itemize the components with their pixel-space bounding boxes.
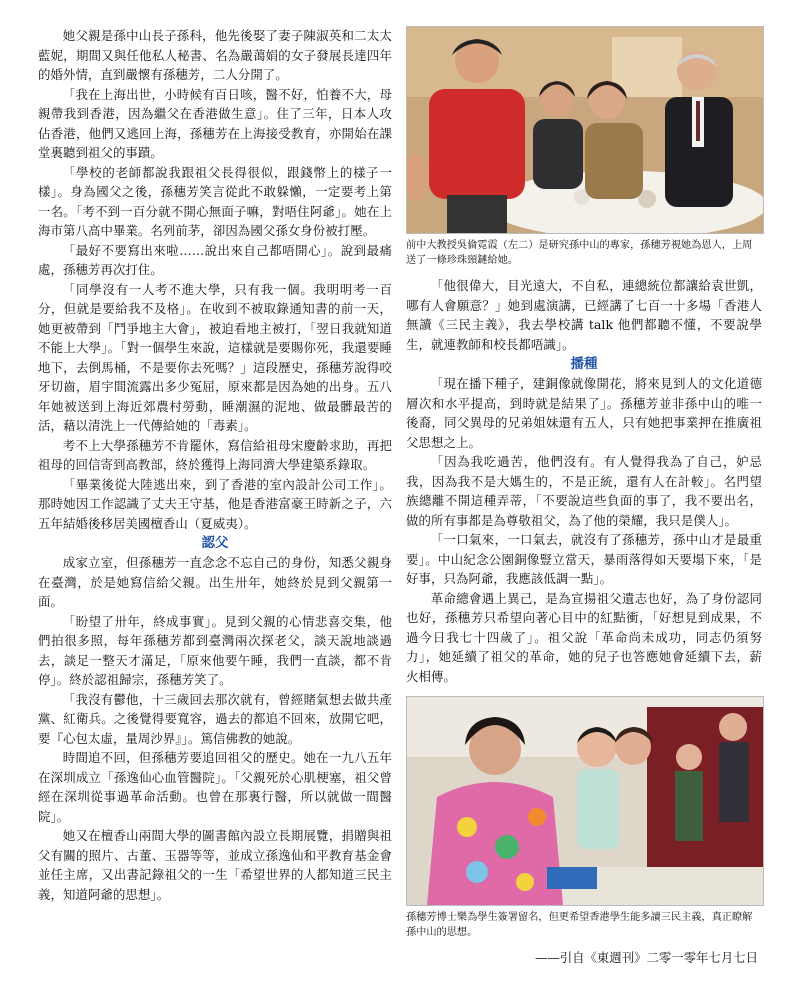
paragraph: 「最好不要寫出來啦……說出來自己都唔開心」。說到最痛處，孫穗芳再次打住。 (38, 242, 392, 277)
signing-photo-illustration (407, 697, 763, 905)
paragraph: 「盼望了卅年，終成事實」。見到父親的心情悲喜交集，他們拍很多照，每年孫穗芳都到臺灣兩次探老父，談天說地談過去，談足一整天才滿足，「原來他要午睡，我們一直談，都不肯停」。終於認祖歸宗，孫穗芳笑了。 (38, 613, 392, 687)
right-column (406, 26, 762, 966)
section-heading-recognize-father: 認父 (201, 535, 229, 551)
source-credit: ——引自《東週刊》二零一零年七月七日 (534, 950, 758, 965)
photo-caption: 前中大教授吳倫霓霞（左二）是研究孫中山的專家，孫穗芳視她為恩人，上周送了一條珍珠頸鏈給她。 (406, 240, 753, 266)
photo-banquet (406, 26, 764, 234)
paragraph: 她又在檀香山兩間大學的圖書館內設立長期展覽，捐贈與祖父有關的照片、古董、玉器等等，並成立孫逸仙和平教育基金會並任主席，又出書記錄祖父的一生「希望世界的人都知道三民主義，知道阿爺的思想」。 (38, 828, 392, 902)
photo-signing (406, 696, 764, 906)
photo-caption: 孫穗芳博士樂為學生簽署留名，但更希望香港學生能多讀三民主義，真正瞭解孫中山的思想。 (406, 912, 753, 938)
left-column (38, 26, 392, 904)
section-heading-sowing: 播種 (570, 356, 598, 372)
paragraph: 革命總會遇上異己，是為宣揚祖父遺志也好，為了身份認同也好，孫穗芳只希望向著心目中的紅點衝，「好想見到成果，不過今日我七十四歲了」。祖父說「革命尚未成功，同志仍須努力」，她延續了祖父的革命，她的兒子也答應她會延續下去，薪火相傳。 (406, 590, 762, 684)
paragraph: 「現在播下種子，建銅像就像開花，將來見到人的文化道德層次和水平提高，到時就是結果了」。孫穗芳並非孫中山的唯一後裔，同父異母的兄弟姐妹還有五人，只有她把事業押在推廣祖父思想之上。 (406, 376, 762, 450)
paragraph: 「一口氣來，一口氣去，就沒有了孫穗芳，孫中山才是最重要」。中山紀念公園銅像豎立當天，暴雨落得如天要塌下來，「是好事，只為阿爺，我應該低調一點」。 (406, 532, 762, 586)
paragraph: 「他很偉大，目光遠大，不自私，連總統位都讓給袁世凱，哪有人會願意？」她到處演講，已經講了七百一十多場「香港人無讀《三民主義》，我去學校講 talk 他們都聽不懂，不要說學生，就連教師和校長都唔識」。 (406, 278, 762, 352)
paragraph: 成家立室，但孫穗芳一直念念不忘自己的身份，知悉父親身在臺灣，於是她寫信給父親。出生卅年，她終於見到父親第一面。 (38, 555, 392, 609)
paragraph: 「畢業後從大陸逃出來，到了香港的室內設計公司工作」。那時她因工作認識了丈夫王守基，他是香港富豪王時新之子，六五年結婚後移居美國檀香山（夏威夷）。 (38, 476, 392, 531)
paragraph: 時間追不回，但孫穗芳要追回祖父的歷史。她在一九八五年在深圳成立「孫逸仙心血管醫院」。「父親死於心肌梗塞，祖父曾經在深圳從事過革命活動。也曾在那裏行醫，所以就做一間醫院」。 (38, 750, 392, 824)
paragraph: 「同學沒有一人考不進大學，只有我一個。我明明考一百分，但就是要給我不及格」。在收到不被取錄通知書的前一天，她更被帶到「鬥爭地主大會」，被迫看地主被打，「翌日我就知道不能上大學」。「對一個學生來說，這樣就是要賜你死，我還要睡地下，去倒馬桶，不是要你去死嗎？」這段歷史，孫穗芳說得咬牙切齒，眉宇間流露出多少冤屈，原來都是因為她的出身。五八年她被送到上海近郊農村勞動，睡潮濕的泥地、做最髒最苦的活，藉以清洗上一代傳給她的「毒素」。 (38, 281, 392, 433)
paragraph: 考不上大學孫穗芳不肯罷休，寫信給祖母宋慶齡求助，再把祖母的回信寄到高教部，終於獲得上海同濟大學建築系錄取。 (38, 437, 392, 472)
paragraph: 「我沒有鬱他，十三歲回去那次就有，曾經賭氣想去做共產黨、紅衛兵。之後覺得要寬容，過去的都追不回來，放開它吧，要『心包太虛，量周沙界』」。篤信佛教的她說。 (38, 691, 392, 746)
paragraph: 「學校的老師都說我跟祖父長得很似，跟錢幣上的樣子一樣」。身為國父之後，孫穗芳笑言從此不敢躲懶，一定要考上第一名。「考不到一百分就不開心無面子嘛，對唔住阿爺」。她在上海市第八高中畢業。名列前茅，卻因為國父孫女身份被打壓。 (38, 164, 392, 238)
paragraph: 她父親是孫中山長子孫科，他先後娶了妻子陳淑英和二太太藍妮，期間又與任他私人秘書、名為嚴蔼娟的女子發展長達四年的婚外情，直到嚴懷有孫穗芳，二人分開了。 (38, 28, 392, 82)
banquet-photo-illustration (407, 27, 763, 233)
paragraph: 「我在上海出世，小時候有百日咳，醫不好，怕養不大，母親帶我到香港，因為繼父在香港做生意」。住了三年，日本人攻佔香港，他們又逃回上海，孫穗芳在上海接受教育，亦開始在課堂裏聽到祖父的事蹟。 (38, 86, 392, 160)
paragraph: 「因為我吃過苦，他們沒有。有人覺得我為了自己，妒忌我，因為我不是大媽生的，不是正統，還有人在計較」。名門望族總離不開這種弄蒂，「不要說這些負面的事了，我不要出名，做的所有事都是為尊敬祖父，為了他的榮耀，我只是僕人」。 (406, 454, 762, 528)
